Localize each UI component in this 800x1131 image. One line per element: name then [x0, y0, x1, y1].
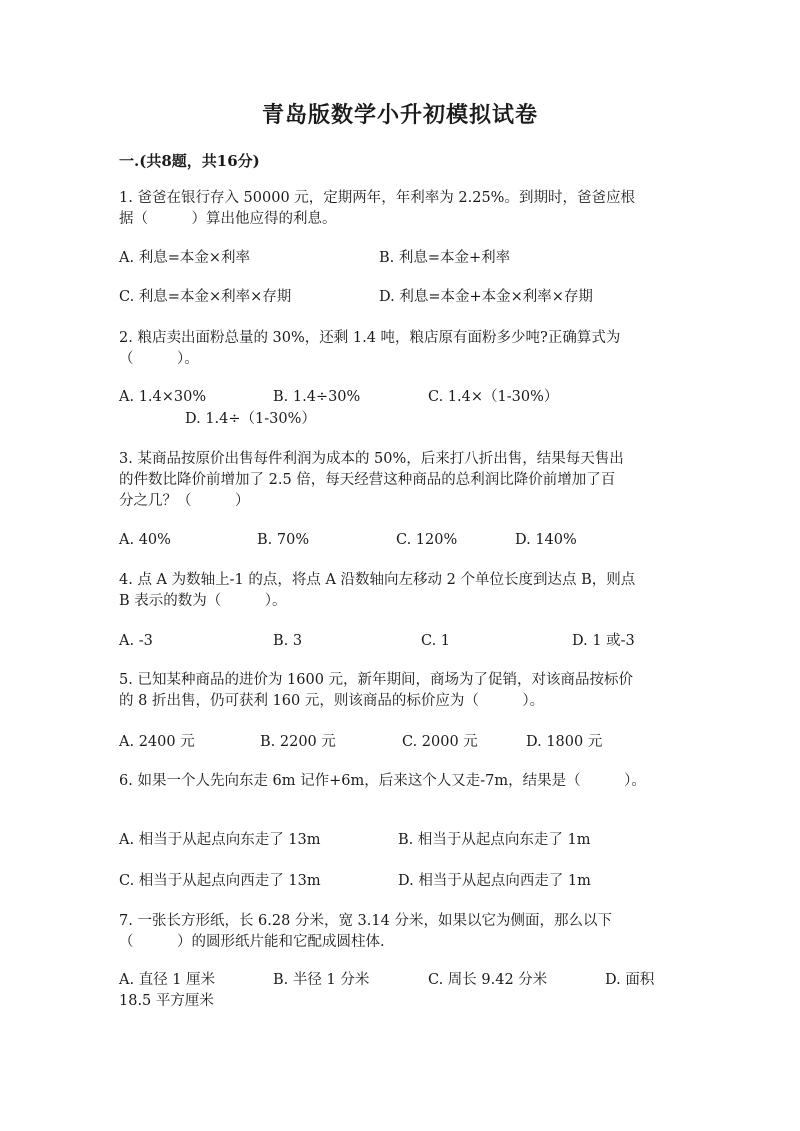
question-6-line-1: 6. 如果一个人先向东走 6m 记作+6m，后来这个人又走-7m，结果是（ ）。	[119, 773, 646, 789]
question-6-option-c: C. 相当于从起点向西走了 13m	[119, 873, 321, 889]
question-3-option-d: D. 140%	[515, 532, 577, 548]
question-5-option-d: D. 1800 元	[526, 734, 603, 750]
question-6-option-b: B. 相当于从起点向东走了 1m	[398, 832, 591, 848]
question-7-option-d: D. 面积	[605, 972, 655, 988]
question-1-line-1: 1. 爸爸在银行存入 50000 元，定期两年，年利率为 2.25%。到期时，爸爸应根	[119, 190, 635, 206]
question-7-option-a: A. 直径 1 厘米	[119, 972, 216, 988]
question-6-option-d: D. 相当于从起点向西走了 1m	[398, 873, 591, 889]
question-2-line-1: 2. 粮店卖出面粉总量的 30%，还剩 1.4 吨，粮店原有面粉多少吨?正确算式为	[119, 330, 621, 346]
question-6-option-a: A. 相当于从起点向东走了 13m	[119, 832, 321, 848]
question-7-line-2: （ ）的圆形纸片能和它配成圆柱体.	[119, 934, 385, 950]
question-2-option-a: A. 1.4×30%	[119, 389, 207, 405]
question-3-line-1: 3. 某商品按原价出售每件利润为成本的 50%，后来打八折出售，结果每天售出	[119, 451, 624, 467]
question-5-line-2: 的 8 折出售，仍可获利 160 元，则该商品的标价应为（ ）。	[119, 693, 545, 709]
question-4-option-c: C. 1	[421, 633, 451, 649]
question-4-option-b: B. 3	[273, 633, 303, 649]
question-3-line-3: 分之几？（ ）	[119, 493, 250, 509]
question-1-option-c: C. 利息=本金×利率×存期	[119, 289, 292, 305]
question-5-option-c: C. 2000 元	[402, 734, 478, 750]
question-3-option-c: C. 120%	[396, 532, 458, 548]
question-7-line-1: 7. 一张长方形纸，长 6.28 分米，宽 3.14 分米，如果以它为侧面，那么以下	[119, 913, 612, 929]
question-2-option-d: D. 1.4÷（1-30%）	[185, 411, 316, 427]
question-5-line-1: 5. 已知某种商品的进价为 1600 元，新年期间，商场为了促销，对该商品按标价	[119, 672, 634, 688]
question-1-option-d: D. 利息=本金+本金×利率×存期	[379, 289, 593, 305]
question-5-option-b: B. 2200 元	[260, 734, 336, 750]
question-1-option-b: B. 利息=本金+利率	[379, 250, 511, 266]
question-4-line-1: 4. 点 A 为数轴上-1 的点，将点 A 沿数轴向左移动 2 个单位长度到达点 B，则点	[119, 572, 636, 588]
question-4-option-d: D. 1 或-3	[572, 633, 635, 649]
question-3-line-2: 的件数比降价前增加了 2.5 倍，每天经营这种商品的总利润比降价前增加了百	[119, 472, 616, 488]
question-4-line-2: B 表示的数为（ ）。	[119, 593, 287, 609]
question-1-option-a: A. 利息=本金×利率	[119, 250, 250, 266]
question-2-option-b: B. 1.4÷30%	[273, 389, 361, 405]
question-3-option-a: A. 40%	[119, 532, 171, 548]
question-4-option-a: A. -3	[119, 633, 153, 649]
question-7-option-b: B. 半径 1 分米	[273, 972, 370, 988]
section-heading: 一.(共8题，共16分)	[119, 152, 260, 170]
question-2-line-2: （ ）。	[119, 351, 199, 367]
question-1-line-2: 据（ ）算出他应得的利息。	[119, 211, 337, 227]
question-7-option-d-continued: 18.5 平方厘米	[119, 993, 214, 1009]
question-3-option-b: B. 70%	[257, 532, 310, 548]
question-7-option-c: C. 周长 9.42 分米	[428, 972, 548, 988]
question-5-option-a: A. 2400 元	[119, 734, 195, 750]
page-title: 青岛版数学小升初模拟试卷	[261, 102, 538, 128]
question-2-option-c: C. 1.4×（1-30%）	[428, 389, 559, 405]
